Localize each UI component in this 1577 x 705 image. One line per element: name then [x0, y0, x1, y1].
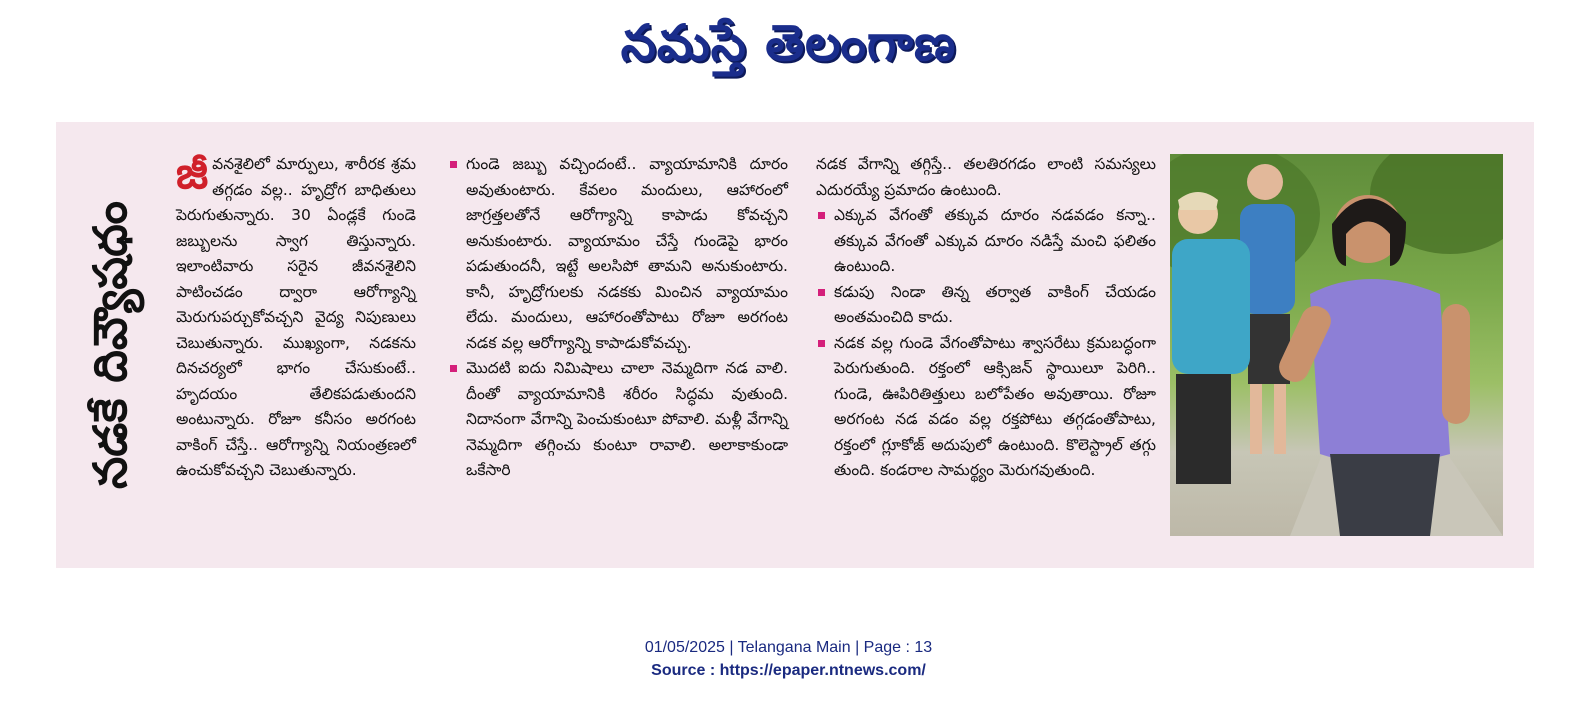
article — [56, 122, 1534, 568]
intro-paragraph — [176, 148, 416, 484]
dropcap: జీ — [176, 148, 209, 199]
bullet-paragraph — [816, 331, 1156, 484]
bullet-paragraph — [816, 280, 1156, 331]
bullet-paragraph — [448, 356, 788, 484]
bullet-text: గుండె జబ్బు వచ్చిందంటే.. వ్యాయామానికి దూరం అవుతుంటారు. కేవలం మందులు, ఆహారంలో జాగ్రత్తలతోనే ఆరోగ్యాన్ని కాపాడు కోవచ్చని అనుకుంటారు. వ్యాయామం చేస్తే గుండెపై భారం పడుతుందనీ, ఇట్టే అలసిపో తామని అనుకుంటారు. కానీ, హృద్రోగులకు నడకకు మించిన వ్యాయామం లేదు. మందులు, ఆహారంతోపాటు రోజూ అరగంట నడక వల్ల ఆరోగ్యాన్ని కాపాడుకోవచ్చు. — [466, 155, 788, 352]
bullet-square-icon — [818, 340, 825, 347]
headline-box — [56, 122, 176, 568]
intro-text: వనశైలిలో మార్పులు, శారీరక శ్రమ తగ్గడం వల్ల.. హృద్రోగ బాధితులు పెరుగుతున్నారు. 30 ఏండ్లకే గుండె జబ్బులను స్వాగ తిస్తున్నారు. ఇలాంటివారు సరైన జీవనశైలిని పాటించడం ద్వారా ఆరోగ్యాన్ని మెరుగుపర్చుకోవచ్చని వైద్య నిపుణులు చెబుతున్నారు. ముఖ్యంగా, నడకను దినచర్యలో భాగం చేసుకుంటే.. హృదయం తేలికపడుతుందని అంటున్నారు. రోజూ కనీసం అరగంట వాకింగ్ చేస్తే.. ఆరోగ్యాన్ని నియంత్రణలో ఉంచుకోవచ్చని చెబుతున్నారు. — [176, 155, 416, 479]
bullet-square-icon — [818, 212, 825, 219]
continued-paragraph: నడక వేగాన్ని తగ్గిస్తే.. తలతిరగడం లాంటి సమస్యలు ఎదురయ్యే ప్రమాదం ఉంటుంది. — [816, 155, 1156, 199]
bullet-text: కడుపు నిండా తిన్న తర్వాత వాకింగ్ చేయడం అంతమంచిది కాదు. — [834, 282, 1156, 326]
walking-people-illustration — [1170, 154, 1503, 536]
bullet-paragraph — [448, 152, 788, 356]
masthead-title: నమస్తే తెలంగాణ — [620, 14, 957, 72]
footer-source: Source : https://epaper.ntnews.com/ — [651, 662, 926, 679]
bullet-text: నడక వల్ల గుండె వేగంతోపాటు శ్వాసరేటు క్రమబద్ధంగా పెరుగుతుంది. రక్తంలో ఆక్సిజన్ స్థాయిలూ పెరిగి.. గుండె, ఊపిరితిత్తులు బలోపేతం అవుతాయి. రోజూ అరగంట నడ వడం వల్ల రక్తపోటు తగ్గడంతోపాటు, రక్తంలో గ్లూకోజ్ అదుపులో ఉంటుంది. కొలెస్ట్రాల్ తగ్గు తుంది. కండరాల సామర్థ్యం మెరుగవుతుంది. — [834, 333, 1156, 479]
article-headline: నడకే దివ్యౌషధం — [83, 200, 137, 490]
article-column-1 — [176, 148, 416, 484]
article-column-3 — [816, 152, 1156, 484]
footer-dateline: 01/05/2025 | Telangana Main | Page : 13 — [644, 639, 933, 656]
bullet-text: ఎక్కువ వేగంతో తక్కువ దూరం నడవడం కన్నా.. తక్కువ వేగంతో ఎక్కువ దూరం నడిస్తే మంచి ఫలితం ఉంటుంది. — [834, 206, 1156, 275]
article-column-2 — [448, 152, 788, 484]
bullet-text: మొదటి ఐదు నిమిషాలు చాలా నెమ్మదిగా నడ వాలి. దీంతో వ్యాయామానికి శరీరం సిద్ధమ వుతుంది. నిదానంగా వేగాన్ని పెంచుకుంటూ పోవాలి. మళ్లీ వేగాన్ని నెమ్మదిగా తగ్గించు కుంటూ రావాలి. అలాకాకుండా ఒకేసారి — [466, 359, 788, 479]
bullet-square-icon — [450, 161, 457, 168]
bullet-square-icon — [450, 365, 457, 372]
bullet-square-icon — [818, 289, 825, 296]
article-photo — [1170, 154, 1503, 536]
bullet-paragraph — [816, 203, 1156, 280]
